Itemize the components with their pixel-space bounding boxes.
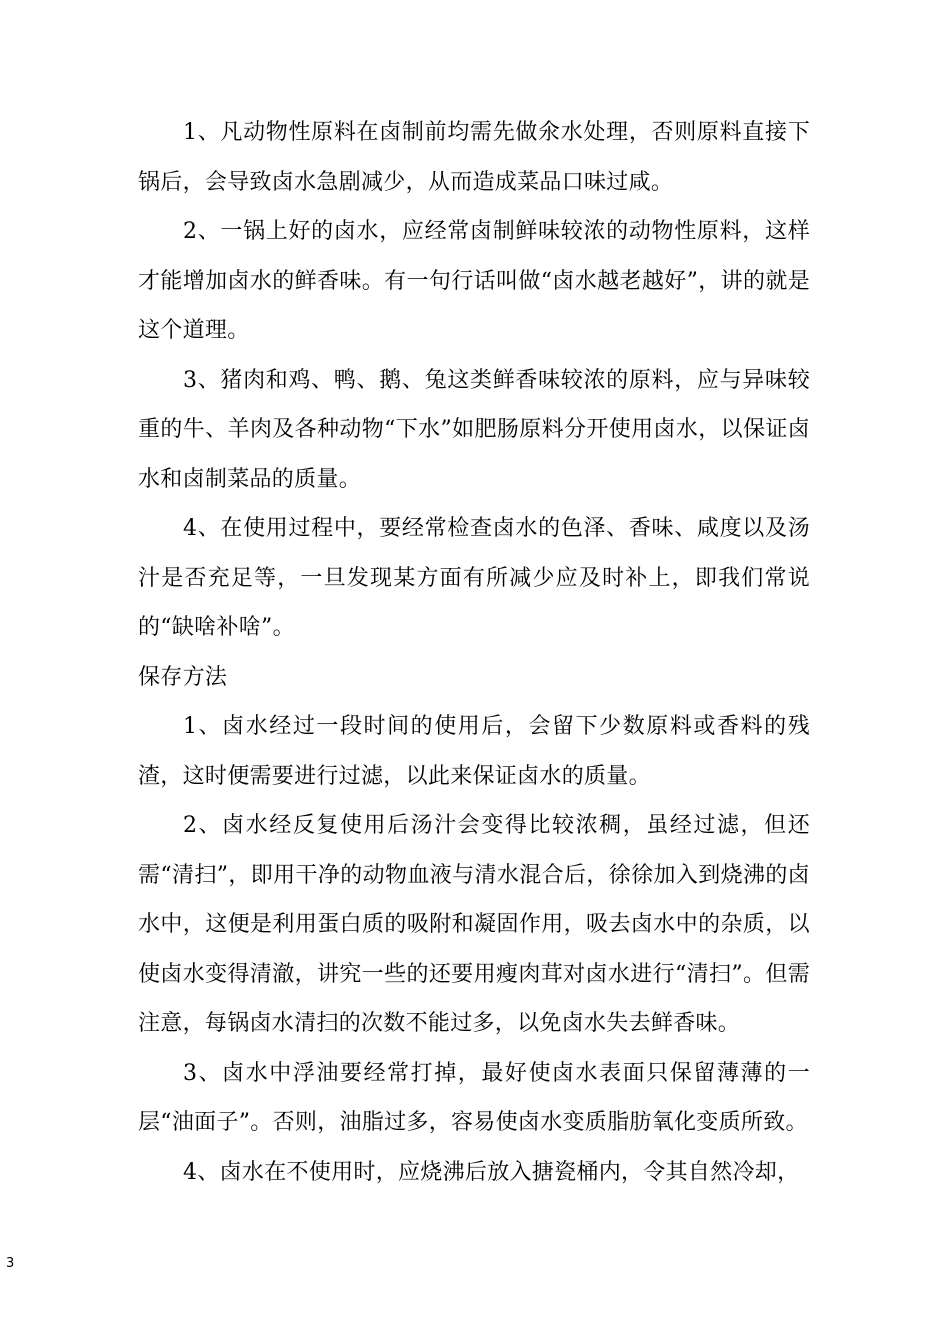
document-body bbox=[138, 108, 810, 1197]
paragraph-5: 1、卤水经过一段时间的使用后，会留下少数原料或香料的残渣，这时便需要进行过滤，以此来保证卤水的质量。 bbox=[138, 714, 810, 789]
paragraph-4: 4、在使用过程中，要经常检查卤水的色泽、香味、咸度以及汤汁是否充足等，一旦发现某方面有所减少应及时补上，即我们常说的“缺啥补啥”。 bbox=[138, 516, 810, 640]
page-number: 3 bbox=[6, 1256, 15, 1271]
paragraph-2: 2、一锅上好的卤水，应经常卤制鲜味较浓的动物性原料，这样才能增加卤水的鲜香味。有一句行话叫做“卤水越老越好”，讲的就是这个道理。 bbox=[138, 219, 810, 343]
paragraph-1: 1、凡动物性原料在卤制前均需先做氽水处理，否则原料直接下锅后，会导致卤水急剧减少，从而造成菜品口味过咸。 bbox=[138, 120, 810, 195]
paragraph-7: 3、卤水中浮油要经常打掉，最好使卤水表面只保留薄薄的一层“油面子”。否则，油脂过多，容易使卤水变质脂肪氧化变质所致。 bbox=[138, 1060, 810, 1135]
paragraph-3: 3、猪肉和鸡、鸭、鹅、兔这类鲜香味较浓的原料，应与异味较重的牛、羊肉及各种动物“下水”如肥肠原料分开使用卤水，以保证卤水和卤制菜品的质量。 bbox=[138, 367, 810, 492]
section-heading: 保存方法 bbox=[138, 664, 228, 690]
paragraph-6: 2、卤水经反复使用后汤汁会变得比较浓稠，虽经过滤，但还需“清扫”，即用干净的动物血液与清水混合后，徐徐加入到烧沸的卤水中，这便是利用蛋白质的吸附和凝固作用，吸去卤水中的杂质，以使卤水变得清澈，讲究一些的还要用瘦肉茸对卤水进行“清扫”。但需注意，每锅卤水清扫的次数不能过多，以免卤水失去鲜香味。 bbox=[138, 813, 810, 1036]
paragraph-8: 4、卤水在不使用时，应烧沸后放入搪瓷桶内，令其自然冷却， bbox=[183, 1159, 800, 1185]
